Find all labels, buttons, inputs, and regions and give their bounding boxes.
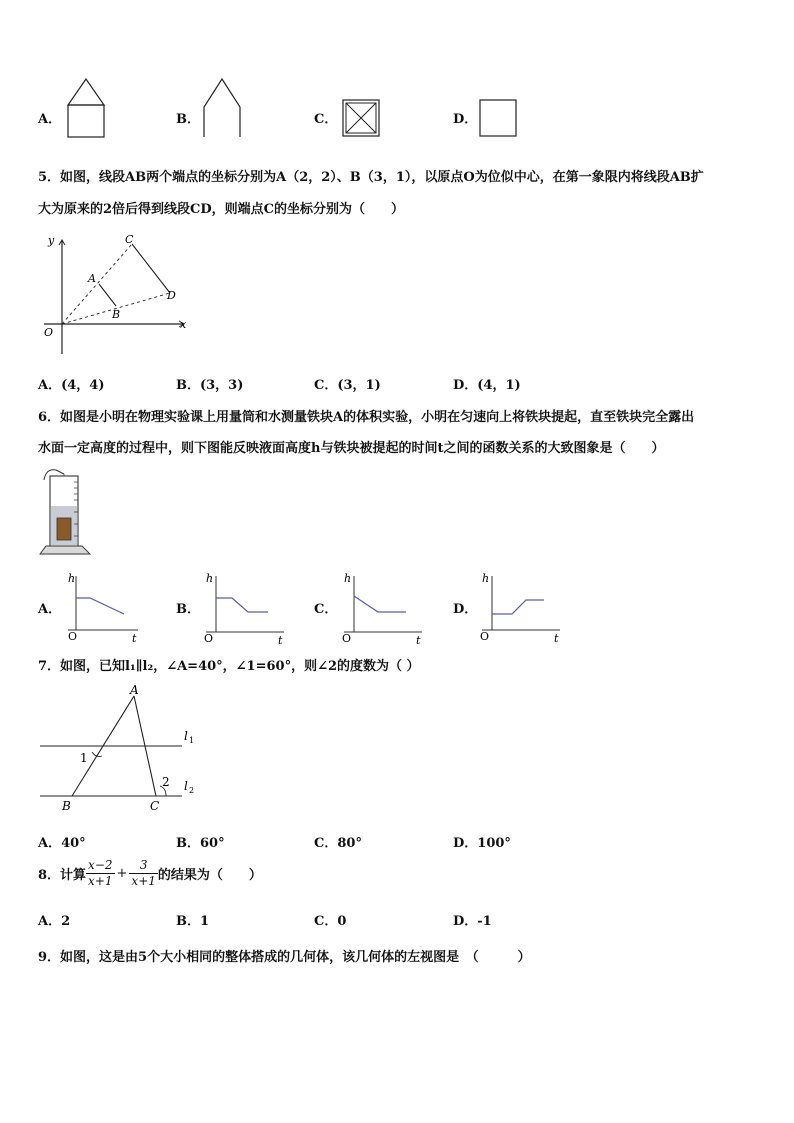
q8-prefix: 8．计算 xyxy=(38,868,87,883)
q4-option-d-key[interactable]: D． xyxy=(453,112,478,127)
q6-d-h: h xyxy=(482,572,490,585)
q6-options xyxy=(0,566,794,646)
q6-option-a-key[interactable]: A． xyxy=(38,602,62,617)
q7-option-c[interactable]: C．80° xyxy=(314,836,362,851)
q6-a-h: h xyxy=(68,572,76,585)
q5-stem-line2: 大为原来的2倍后得到线段CD，则端点C的坐标分别为（ ） xyxy=(38,202,405,217)
q6-graph-c xyxy=(338,568,428,644)
q8-frac1-numerator: x−2 xyxy=(88,858,113,872)
q7-label-l1-sub: 1 xyxy=(189,736,195,745)
q7-label-l1: l xyxy=(184,729,188,743)
q8-frac1-denominator: x+1 xyxy=(88,874,113,888)
q9-stem: 9．如图，这是由5个大小相同的整体搭成的几何体，该几何体的左视图是 （ ） xyxy=(38,950,531,965)
q6-c-o: O xyxy=(342,632,352,644)
q6-b-t: t xyxy=(278,634,283,644)
q6-graph-b xyxy=(200,568,290,644)
q8-fraction-1 xyxy=(86,858,114,889)
q5-option-d[interactable]: D．(4，1) xyxy=(453,378,521,393)
q8-plus: + xyxy=(116,866,128,881)
q6-cylinder-figure xyxy=(38,466,98,556)
q4-options xyxy=(0,70,794,145)
q8-fraction-2 xyxy=(129,858,157,889)
q7-label-a: A xyxy=(130,683,139,697)
q6-stem-line2: 水面一定高度的过程中，则下图能反映液面高度h与铁块被提起的时间t之间的函数关系的大致图象是（ ） xyxy=(38,441,665,456)
q5-label-a: A xyxy=(88,272,96,285)
q5-coordinate-figure xyxy=(34,230,194,358)
q5-option-b[interactable]: B．(3，3) xyxy=(176,378,244,393)
q4-option-b-key[interactable]: B． xyxy=(176,112,200,127)
q7-parallel-lines-figure xyxy=(36,682,206,818)
q6-graph-a xyxy=(62,568,142,644)
q7-label-c: C xyxy=(150,799,160,813)
q8-frac2-numerator: 3 xyxy=(129,858,157,874)
q6-b-h: h xyxy=(206,572,214,585)
q7-label-b: B xyxy=(62,799,71,813)
q6-b-o: O xyxy=(204,632,214,644)
q5-label-c: C xyxy=(125,233,134,246)
q4-option-a-key[interactable]: A． xyxy=(38,112,62,127)
q4-option-a-figure xyxy=(64,77,108,139)
q7-label-l2-sub: 2 xyxy=(189,786,195,795)
q6-c-t: t xyxy=(416,634,421,644)
q8-option-c[interactable]: C．0 xyxy=(314,914,347,929)
q7-label-2: 2 xyxy=(162,775,170,789)
q8-frac2-denominator: x+1 xyxy=(131,874,156,888)
q4-option-b-figure xyxy=(200,77,244,139)
q7-option-b[interactable]: B．60° xyxy=(176,836,225,851)
q5-option-a[interactable]: A．(4，4) xyxy=(38,378,105,393)
q7-option-d[interactable]: D．100° xyxy=(453,836,511,851)
q5-label-x: x xyxy=(180,318,187,331)
q6-stem-line1: 6．如图是小明在物理实验课上用量筒和水测量铁块A的体积实验，小明在匀速向上将铁块提起，直至铁块完全露出 xyxy=(38,410,695,425)
q6-c-h: h xyxy=(344,572,352,585)
q4-option-c-figure xyxy=(341,98,381,138)
q7-label-l2: l xyxy=(184,779,188,793)
q8-suffix: 的结果为（ ） xyxy=(157,868,262,883)
q4-option-c-key[interactable]: C． xyxy=(314,112,338,127)
q5-label-b: B xyxy=(112,308,121,321)
q5-label-y: y xyxy=(48,234,55,247)
q6-d-o: O xyxy=(480,630,490,643)
q8-option-b[interactable]: B．1 xyxy=(176,914,210,929)
q4-option-d-figure xyxy=(478,98,518,138)
q5-option-c[interactable]: C．(3，1) xyxy=(314,378,381,393)
q5-stem-line1: 5．如图，线段AB两个端点的坐标分别为A（2，2）、B（3，1），以原点O为位似中心，在第一象限内将线段AB扩 xyxy=(38,170,704,185)
q8-option-a[interactable]: A．2 xyxy=(38,914,71,929)
q8-stem xyxy=(38,858,262,889)
q6-option-c-key[interactable]: C． xyxy=(314,602,338,617)
q7-option-a[interactable]: A．40° xyxy=(38,836,86,851)
q8-option-d[interactable]: D．-1 xyxy=(453,914,492,929)
q6-a-o: O xyxy=(68,630,78,643)
q6-graph-d xyxy=(476,568,566,644)
q7-stem: 7．如图，已知l₁∥l₂，∠A=40°，∠1=60°，则∠2的度数为（ ） xyxy=(38,659,420,674)
q6-option-b-key[interactable]: B． xyxy=(176,602,200,617)
q6-a-t: t xyxy=(132,632,137,644)
q6-d-t: t xyxy=(554,632,559,644)
q5-label-d: D xyxy=(167,289,176,302)
q6-option-d-key[interactable]: D． xyxy=(453,602,478,617)
q5-label-o: O xyxy=(44,326,54,339)
q7-label-1: 1 xyxy=(80,751,88,765)
